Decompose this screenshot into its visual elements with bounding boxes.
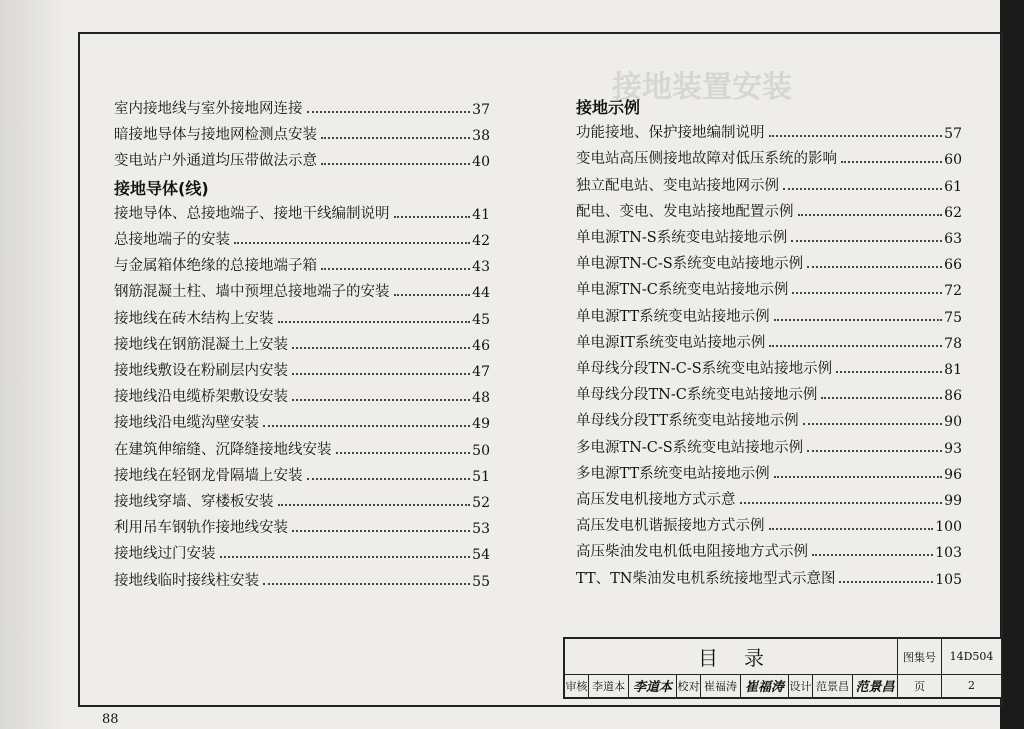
title-block-top-row <box>565 639 1001 675</box>
toc-entry[interactable] <box>576 304 962 326</box>
toc-entry[interactable] <box>114 96 490 118</box>
dot-leader <box>792 291 942 294</box>
toc-entry-title: 在建筑伸缩缝、沉降缝接地线安装 <box>114 441 332 458</box>
page-label-cell <box>898 674 942 697</box>
dot-leader <box>336 451 471 454</box>
toc-entry-page: 100 <box>935 519 962 536</box>
toc-entry-title: 室内接地线与室外接地网连接 <box>114 101 303 117</box>
dot-leader <box>307 477 471 480</box>
toc-entry-page: 75 <box>944 309 962 326</box>
toc-entry[interactable] <box>114 463 490 485</box>
toc-entry-page: 53 <box>472 521 490 538</box>
toc-entry-title: 单母线分段TN-C-S系统变电站接地示例 <box>576 361 833 377</box>
toc-entry[interactable] <box>576 251 962 273</box>
toc-entry[interactable] <box>576 408 962 430</box>
designer-cell <box>813 674 853 697</box>
toc-entry-page: 52 <box>472 495 490 511</box>
toc-entry[interactable] <box>114 279 490 301</box>
toc-entry-title: 暗接地导体与接地网检测点安装 <box>114 127 317 144</box>
toc-entry-page: 55 <box>472 573 490 590</box>
checker-cell <box>701 674 741 697</box>
toc-entry-page: 51 <box>472 468 490 485</box>
toc-entry-title: 单电源IT系统变电站接地示例 <box>576 334 766 351</box>
dot-leader <box>769 344 942 347</box>
toc-entry-title: 多电源TT系统变电站接地示例 <box>576 465 770 482</box>
dot-leader <box>839 580 933 583</box>
title-block <box>563 637 1003 699</box>
toc-entry[interactable] <box>114 489 490 511</box>
toc-entry[interactable] <box>576 173 962 195</box>
dot-leader <box>769 134 943 137</box>
toc-entry-title: 高压发电机谐振接地方式示例 <box>576 518 765 535</box>
toc-entry-page: 93 <box>944 440 962 457</box>
toc-entry-page: 66 <box>944 257 962 274</box>
dot-leader <box>841 160 942 163</box>
toc-entry[interactable] <box>114 358 490 380</box>
toc-entry[interactable] <box>114 541 490 563</box>
dot-leader <box>783 187 942 190</box>
dot-leader <box>807 449 942 452</box>
toc-entry-title: 单电源TN-C系统变电站接地示例 <box>576 282 789 299</box>
toc-entry[interactable] <box>114 253 490 275</box>
toc-entry-title: 单母线分段TT系统变电站接地示例 <box>576 413 799 430</box>
toc-entry[interactable] <box>114 201 490 223</box>
toc-entry-title: 接地线在钢筋混凝土上安装 <box>114 336 288 353</box>
check-label: 校对 <box>677 679 700 693</box>
review-label-cell <box>565 674 589 697</box>
dot-leader <box>321 162 470 165</box>
toc-entry-page: 37 <box>472 102 490 118</box>
page-label: 页 <box>914 679 925 693</box>
toc-entry-page: 42 <box>472 233 490 249</box>
toc-entry-page: 63 <box>944 231 962 247</box>
toc-entry-title: 接地线临时接线柱安装 <box>114 572 259 589</box>
toc-entry-title: 接地线敷设在粉刷层内安装 <box>114 363 288 379</box>
design-label-cell <box>789 674 813 697</box>
toc-entry-page: 62 <box>944 204 962 221</box>
dot-leader <box>292 398 470 401</box>
toc-entry[interactable] <box>576 330 962 352</box>
toc-entry-page: 40 <box>472 154 490 171</box>
section-heading: 接地示例 <box>576 98 641 117</box>
dot-leader <box>394 215 471 218</box>
dot-leader <box>740 501 943 504</box>
toc-entry[interactable] <box>576 382 962 404</box>
dot-leader <box>234 241 470 244</box>
toc-entry-page: 90 <box>944 414 962 431</box>
dot-leader <box>292 529 470 532</box>
toc-entry-title: 高压柴油发电机低电阻接地方式示例 <box>576 544 808 561</box>
toc-entry-title: 接地线过门安装 <box>114 546 216 563</box>
title-block-bottom-row <box>565 674 1001 697</box>
dot-leader <box>263 582 470 585</box>
design-label: 设计 <box>789 679 812 693</box>
dot-leader <box>774 318 943 321</box>
toc-entry-title: 单电源TN-S系统变电站接地示例 <box>576 230 788 246</box>
toc-entry-title: 变电站高压侧接地故障对低压系统的影响 <box>576 151 837 168</box>
toc-entry-title: 单电源TT系统变电站接地示例 <box>576 308 770 325</box>
toc-entry-page: 81 <box>944 362 962 378</box>
title-block-title: 目录 <box>698 646 790 670</box>
dot-leader <box>292 372 470 375</box>
toc-entry-page: 46 <box>472 337 490 354</box>
toc-entry-title: 接地线穿墙、穿楼板安装 <box>114 494 274 510</box>
toc-entry[interactable] <box>576 487 962 509</box>
toc-entry-title: 与金属箱体绝缘的总接地端子箱 <box>114 258 317 275</box>
toc-entry-page: 49 <box>472 416 490 433</box>
dot-leader <box>278 503 471 506</box>
toc-entry[interactable] <box>576 199 962 221</box>
checker-signature-cell <box>741 674 789 697</box>
toc-entry-title: 接地线沿电缆沟壁安装 <box>114 415 259 432</box>
toc-entry[interactable] <box>114 122 490 144</box>
dot-leader <box>791 239 942 242</box>
dot-leader <box>812 553 933 556</box>
toc-entry[interactable] <box>576 539 962 561</box>
toc-entry-title: 独立配电站、变电站接地网示例 <box>576 177 779 194</box>
dot-leader <box>774 475 943 478</box>
toc-entry[interactable] <box>114 515 490 537</box>
toc-entry[interactable] <box>114 410 490 432</box>
toc-entry-title: 单电源TN-C-S系统变电站接地示例 <box>576 256 804 273</box>
toc-entry-page: 41 <box>472 206 490 223</box>
dot-leader <box>807 265 942 268</box>
section-heading: 接地导体(线) <box>114 178 209 198</box>
dot-leader <box>798 213 943 216</box>
toc-entry-page: 43 <box>472 259 490 276</box>
toc-entry-title: 单母线分段TN-C系统变电站接地示例 <box>576 387 818 404</box>
review-label: 审核 <box>565 679 588 693</box>
toc-entry[interactable] <box>114 332 490 354</box>
toc-entry[interactable] <box>114 148 490 170</box>
toc-entry-page: 105 <box>935 571 962 588</box>
toc-entry-title: 高压发电机接地方式示意 <box>576 492 736 508</box>
dot-leader <box>278 320 471 323</box>
binding-shadow <box>0 0 60 729</box>
dot-leader <box>394 293 471 296</box>
toc-entry-page: 61 <box>944 178 962 195</box>
toc-entry-title: 接地线在轻钢龙骨隔墙上安装 <box>114 467 303 484</box>
designer-signature: 范景昌 <box>855 680 895 695</box>
toc-entry[interactable] <box>576 356 962 378</box>
dot-leader <box>803 422 943 425</box>
toc-entry-page: 47 <box>472 364 490 380</box>
toc-entry[interactable] <box>576 146 962 168</box>
toc-entry[interactable] <box>576 513 962 535</box>
book-page-number: 88 <box>102 712 119 727</box>
toc-entry[interactable] <box>114 306 490 328</box>
reviewer-cell <box>589 674 629 697</box>
reviewer-signature-cell <box>629 674 677 697</box>
toc-entry-page: 48 <box>472 390 490 407</box>
toc-entry-page: 38 <box>472 128 490 145</box>
checker-signature: 崔福涛 <box>744 680 784 695</box>
toc-entry-page: 78 <box>944 335 962 352</box>
toc-entry[interactable] <box>576 461 962 483</box>
toc-entry[interactable] <box>114 227 490 249</box>
toc-entry-page: 57 <box>944 126 962 143</box>
toc-entry-page: 99 <box>944 493 962 509</box>
page-number-cell <box>942 674 1001 697</box>
toc-entry-title: 接地线在砖木结构上安装 <box>114 310 274 327</box>
toc-entry[interactable] <box>576 120 962 142</box>
dot-leader <box>769 527 934 530</box>
sheet-page-number: 2 <box>968 679 975 692</box>
designer-name: 范景昌 <box>816 679 849 693</box>
toc-entry-title: 钢筋混凝土柱、墙中预埋总接地端子的安装 <box>114 284 390 301</box>
check-label-cell <box>677 674 701 697</box>
toc-entry-title: 变电站户外通道均压带做法示意 <box>114 153 317 170</box>
title-cell <box>565 639 898 674</box>
atlas-label: 图集号 <box>903 650 936 664</box>
dot-leader <box>321 136 470 139</box>
toc-entry-title: 配电、变电、发电站接地配置示例 <box>576 203 794 220</box>
toc-entry-title: 功能接地、保护接地编制说明 <box>576 125 765 142</box>
toc-entry-page: 72 <box>944 283 962 300</box>
toc-entry-title: 接地线沿电缆桥架敷设安装 <box>114 389 288 406</box>
dot-leader <box>263 424 470 427</box>
toc-entry[interactable] <box>114 437 490 459</box>
toc-entry[interactable] <box>576 566 962 588</box>
toc-entry[interactable] <box>576 225 962 247</box>
toc-entry[interactable] <box>576 277 962 299</box>
dot-leader <box>321 267 470 270</box>
toc-entry-title: 多电源TN-C-S系统变电站接地示例 <box>576 439 804 456</box>
dot-leader <box>836 370 942 373</box>
dot-leader <box>821 396 942 399</box>
toc-entry-title: 总接地端子的安装 <box>114 232 230 248</box>
atlas-label-cell <box>898 639 942 674</box>
toc-entry-page: 45 <box>472 311 490 328</box>
dot-leader <box>220 555 471 558</box>
checker-name: 崔福涛 <box>704 679 737 693</box>
toc-entry-page: 60 <box>944 152 962 169</box>
toc-entry-title: 利用吊车钢轨作接地线安装 <box>114 520 288 537</box>
toc-entry-page: 44 <box>472 285 490 302</box>
toc-entry-page: 103 <box>935 545 962 562</box>
reviewer-name: 李道本 <box>592 679 625 693</box>
toc-entry[interactable] <box>114 384 490 406</box>
toc-entry-page: 50 <box>472 442 490 459</box>
dot-leader <box>307 110 471 113</box>
toc-entry-page: 96 <box>944 466 962 483</box>
toc-entry[interactable] <box>576 435 962 457</box>
designer-signature-cell <box>853 674 898 697</box>
dot-leader <box>292 346 470 349</box>
toc-entry-page: 54 <box>472 547 490 564</box>
toc-entry[interactable] <box>114 568 490 590</box>
atlas-number-cell <box>942 639 1001 674</box>
bleed-through-text: 接地装置安装 <box>612 70 792 105</box>
toc-entry-title: TT、TN柴油发电机系统接地型式示意图 <box>576 570 836 587</box>
toc-entry-page: 86 <box>944 388 962 405</box>
atlas-number: 14D504 <box>949 650 994 663</box>
toc-entry-title: 接地导体、总接地端子、接地干线编制说明 <box>114 205 390 222</box>
reviewer-signature: 李道本 <box>632 680 672 695</box>
